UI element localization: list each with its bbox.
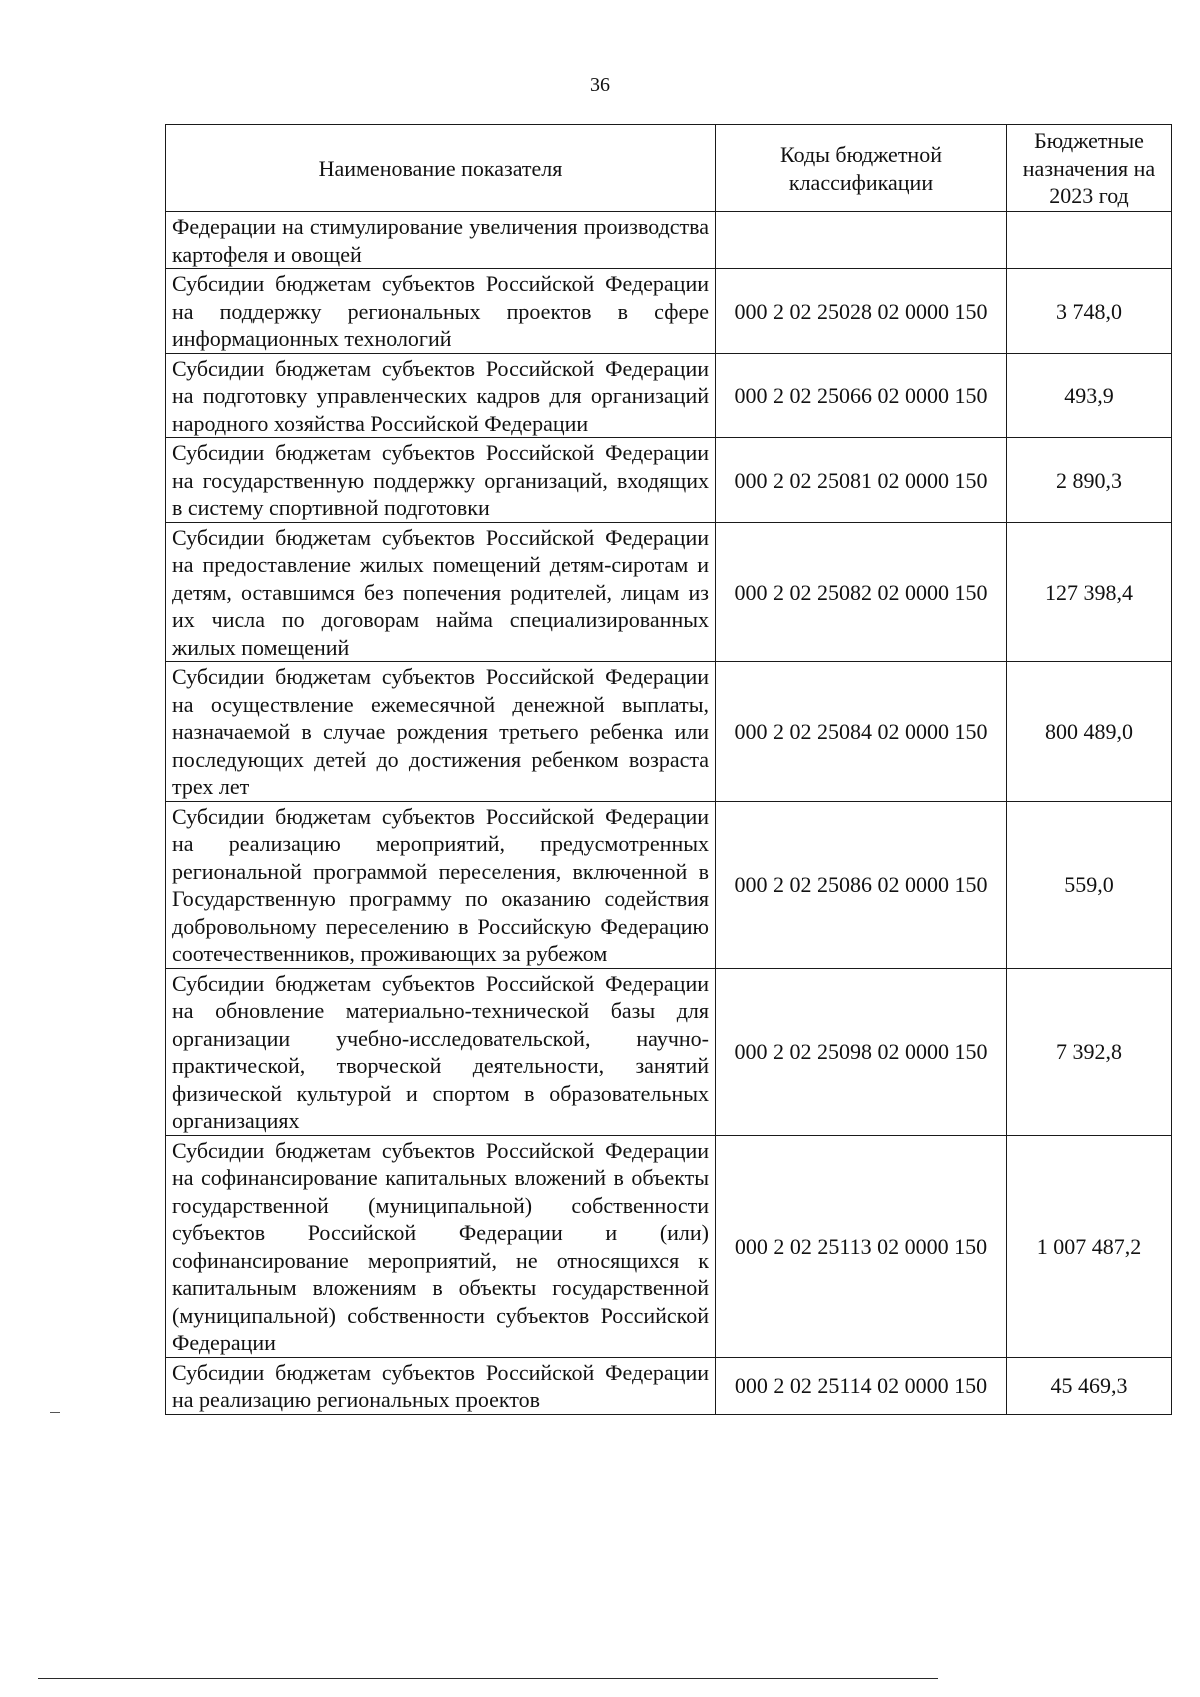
row-code: 000 2 02 25082 02 0000 150 — [716, 522, 1007, 662]
row-code: 000 2 02 25113 02 0000 150 — [716, 1135, 1007, 1357]
row-code: 000 2 02 25081 02 0000 150 — [716, 438, 1007, 523]
table-row — [166, 968, 1172, 1135]
row-name: Субсидии бюджетам субъектов Российской Федерации на реализацию мероприятий, предусмотренных региональной программой переселения, включенной в Государственную программу по оказанию содействия добровольному переселению в Российскую Федерацию соотечественников, проживающих за рубежом — [166, 801, 716, 968]
row-name: Субсидии бюджетам субъектов Российской Федерации на подготовку управленческих кадров для организаций народного хозяйства Российской Федерации — [166, 353, 716, 438]
budget-table — [165, 124, 1172, 1415]
row-code: 000 2 02 25066 02 0000 150 — [716, 353, 1007, 438]
row-amount: 493,9 — [1007, 353, 1172, 438]
row-amount: 800 489,0 — [1007, 662, 1172, 802]
header-code: Коды бюджетной классификации — [716, 125, 1007, 212]
row-amount: 7 392,8 — [1007, 968, 1172, 1135]
row-code: 000 2 02 25114 02 0000 150 — [716, 1357, 1007, 1414]
row-amount — [1007, 212, 1172, 269]
scan-margin-mark — [50, 1412, 60, 1413]
table-row — [166, 353, 1172, 438]
row-code: 000 2 02 25086 02 0000 150 — [716, 801, 1007, 968]
row-code — [716, 212, 1007, 269]
row-code: 000 2 02 25028 02 0000 150 — [716, 269, 1007, 354]
row-name: Субсидии бюджетам субъектов Российской Федерации на осуществление ежемесячной денежной выплаты, назначаемой в случае рождения третьего ребенка или последующих детей до достижения ребенком возраста трех лет — [166, 662, 716, 802]
row-amount: 127 398,4 — [1007, 522, 1172, 662]
row-name: Субсидии бюджетам субъектов Российской Федерации на государственную поддержку организаций, входящих в систему спортивной подготовки — [166, 438, 716, 523]
row-amount: 3 748,0 — [1007, 269, 1172, 354]
row-name: Субсидии бюджетам субъектов Российской Федерации на обновление материально-технической базы для организации учебно-исследовательской, научно-практической, творческой деятельности, занятий физической культурой и спортом в образовательных организациях — [166, 968, 716, 1135]
row-amount: 559,0 — [1007, 801, 1172, 968]
table-row — [166, 438, 1172, 523]
header-name: Наименование показателя — [166, 125, 716, 212]
table-header-row — [166, 125, 1172, 212]
row-code: 000 2 02 25098 02 0000 150 — [716, 968, 1007, 1135]
page-number: 36 — [590, 74, 610, 96]
row-name: Субсидии бюджетам субъектов Российской Федерации на реализацию региональных проектов — [166, 1357, 716, 1414]
row-name: Федерации на стимулирование увеличения производства картофеля и овощей — [166, 212, 716, 269]
page-bottom-rule — [38, 1678, 938, 1679]
header-amount: Бюджетные назначения на 2023 год — [1007, 125, 1172, 212]
table-row — [166, 269, 1172, 354]
table-row — [166, 662, 1172, 802]
row-name: Субсидии бюджетам субъектов Российской Федерации на софинансирование капитальных вложений в объекты государственной (муниципальной) собственности субъектов Российской Федерации и (или) софинансирование мероприятий, не относящихся к капитальным вложениям в объекты государственной (муниципальной) собственности субъектов Российской Федерации — [166, 1135, 716, 1357]
row-amount: 2 890,3 — [1007, 438, 1172, 523]
table-row — [166, 1135, 1172, 1357]
table-row — [166, 522, 1172, 662]
row-code: 000 2 02 25084 02 0000 150 — [716, 662, 1007, 802]
table-row — [166, 801, 1172, 968]
row-name: Субсидии бюджетам субъектов Российской Федерации на предоставление жилых помещений детям-сиротам и детям, оставшимся без попечения родителей, лицам из их числа по договорам найма специализированных жилых помещений — [166, 522, 716, 662]
table-row — [166, 1357, 1172, 1414]
table-row — [166, 212, 1172, 269]
row-amount: 1 007 487,2 — [1007, 1135, 1172, 1357]
row-name: Субсидии бюджетам субъектов Российской Федерации на поддержку региональных проектов в сфере информационных технологий — [166, 269, 716, 354]
row-amount: 45 469,3 — [1007, 1357, 1172, 1414]
